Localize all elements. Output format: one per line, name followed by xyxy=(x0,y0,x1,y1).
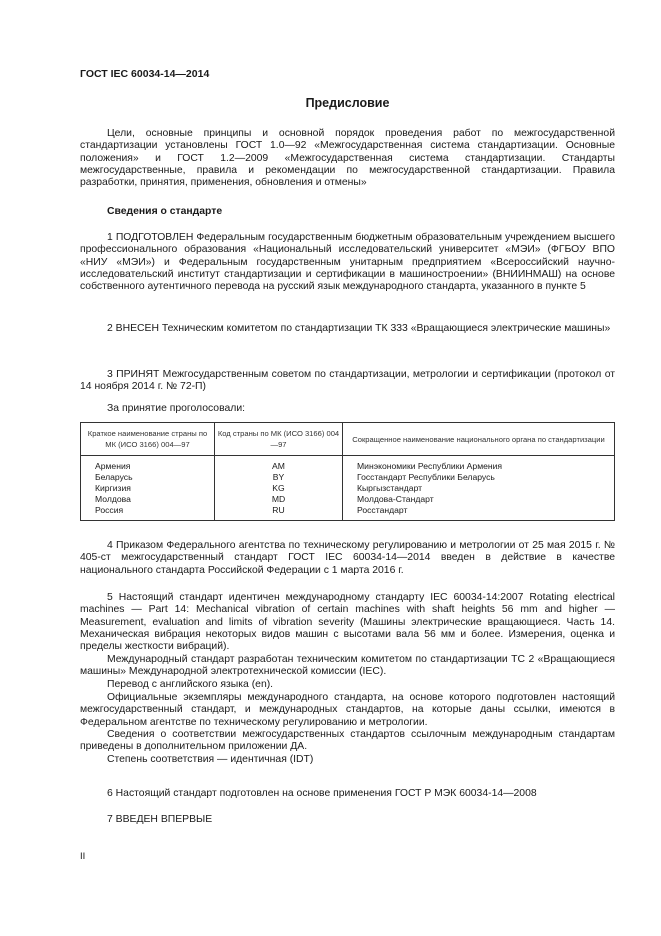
section-title: Сведения о стандарте xyxy=(107,206,223,217)
table-row xyxy=(81,483,615,494)
country: Армения xyxy=(81,456,215,473)
country: Молдова xyxy=(81,494,215,505)
item-3: 3 ПРИНЯТ Межгосударственным советом по стандартизации, метрологии и сертификации (протокол от 14 ноября 2014 г. № 72-П) xyxy=(80,369,615,393)
item-7: 7 ВВЕДЕН ВПЕРВЫЕ xyxy=(107,814,213,825)
country: Россия xyxy=(81,505,215,521)
organ: Кыргызстандарт xyxy=(343,483,615,494)
item-5-copies: Официальные экземпляры международного стандарта, на основе которого подготовлен настоящий межгосударственный стандарт, и международных стандартов, на которые даны ссылки, имеются в Федеральном агентстве по техническому регулированию и метрологии. xyxy=(80,692,615,728)
code: MD xyxy=(215,494,343,505)
item-4: 4 Приказом Федерального агентства по техническому регулированию и метрологии от 25 мая 2015 г. № 405-ст межгосударственный стандарт ГОСТ IEC 60034-14—2014 введен в действие в качестве национального стандарта Российской Федерации с 1 марта 2016 г. xyxy=(80,540,615,576)
intro-paragraph: Цели, основные принципы и основной порядок проведения работ по межгосударственной стандартизации установлены ГОСТ 1.0—92 «Межгосударственная система стандартизации. Основные положения» и ГОСТ 1.2—2009 «Межгосударственная система стандартизации. Стандарты межгосударственные, правила и рекомендации по межгосударственной стандартизации. Правила разработки, принятия, применения, обновления и отмены» xyxy=(80,128,615,189)
table-header-code: Код страны по МК (ИСО 3166) 004—97 xyxy=(215,423,343,456)
item-6: 6 Настоящий стандарт подготовлен на основе применения ГОСТ Р МЭК 60034-14—2008 xyxy=(107,788,537,799)
page-number: II xyxy=(80,851,86,862)
item-5-committee: Международный стандарт разработан техническим комитетом по стандартизации ТС 2 «Вращающиеся машины» Международной электротехнической комиссии (IEC). xyxy=(80,654,615,678)
voting-table-wrapper xyxy=(80,422,615,521)
code: AM xyxy=(215,456,343,473)
table-row xyxy=(81,494,615,505)
table-row xyxy=(81,456,615,473)
code: KG xyxy=(215,483,343,494)
document-header: ГОСТ IEC 60034-14—2014 xyxy=(80,68,210,80)
country: Беларусь xyxy=(81,472,215,483)
organ: Росстандарт xyxy=(343,505,615,521)
table-header-organ: Сокращенное наименование национального органа по стандартизации xyxy=(343,423,615,456)
organ: Госстандарт Республики Беларусь xyxy=(343,472,615,483)
country: Киргизия xyxy=(81,483,215,494)
table-header-row xyxy=(81,423,615,456)
table-header-country: Краткое наименование страны по МК (ИСО 3166) 004—97 xyxy=(81,423,215,456)
item-2: 2 ВНЕСЕН Техническим комитетом по стандартизации ТК 333 «Вращающиеся электрические машины» xyxy=(107,323,611,334)
item-5-degree: Степень соответствия — идентичная (IDT) xyxy=(107,754,314,765)
organ: Минэкономики Республики Армения xyxy=(343,456,615,473)
voted-label: За принятие проголосовали: xyxy=(107,403,246,414)
code: RU xyxy=(215,505,343,521)
organ: Молдова-Стандарт xyxy=(343,494,615,505)
page-title: Предисловие xyxy=(305,96,390,110)
table-row xyxy=(81,505,615,521)
item-5-correspondence: Сведения о соответствии межгосударственных стандартов ссылочным международным стандартам приведены в дополнительном приложении ДА. xyxy=(80,729,615,753)
code: BY xyxy=(215,472,343,483)
item-5: 5 Настоящий стандарт идентичен международному стандарту IEC 60034-14:2007 Rotating electrical machines — Part 14: Mechanical vibration of certain machines with shaft heights 56 mm and higher — Measurement, evaluation and limits of vibration severity (Машины электрические вращающиеся. Часть 14. Механическая вибрация некоторых видов машин с высотами вала 56 мм и более. Измерения, оценка и пределы жесткости вибраций). xyxy=(80,592,615,653)
item-5-translation: Перевод с английского языка (en). xyxy=(107,679,274,690)
table-row xyxy=(81,472,615,483)
voting-table xyxy=(80,422,615,521)
item-1: 1 ПОДГОТОВЛЕН Федеральным государственным бюджетным образовательным учреждением высшего профессионального образования «Национальный исследовательский университет «МЭИ» (ФГБОУ ВПО «НИУ «МЭИ») и Федеральным государственным унитарным предприятием «Всероссийский научно-исследовательский институт стандартизации и сертификации в машиностроении» (ВНИИНМАШ) на основе собственного аутентичного перевода на русский язык международного стандарта, указанного в пункте 5 xyxy=(80,232,615,293)
